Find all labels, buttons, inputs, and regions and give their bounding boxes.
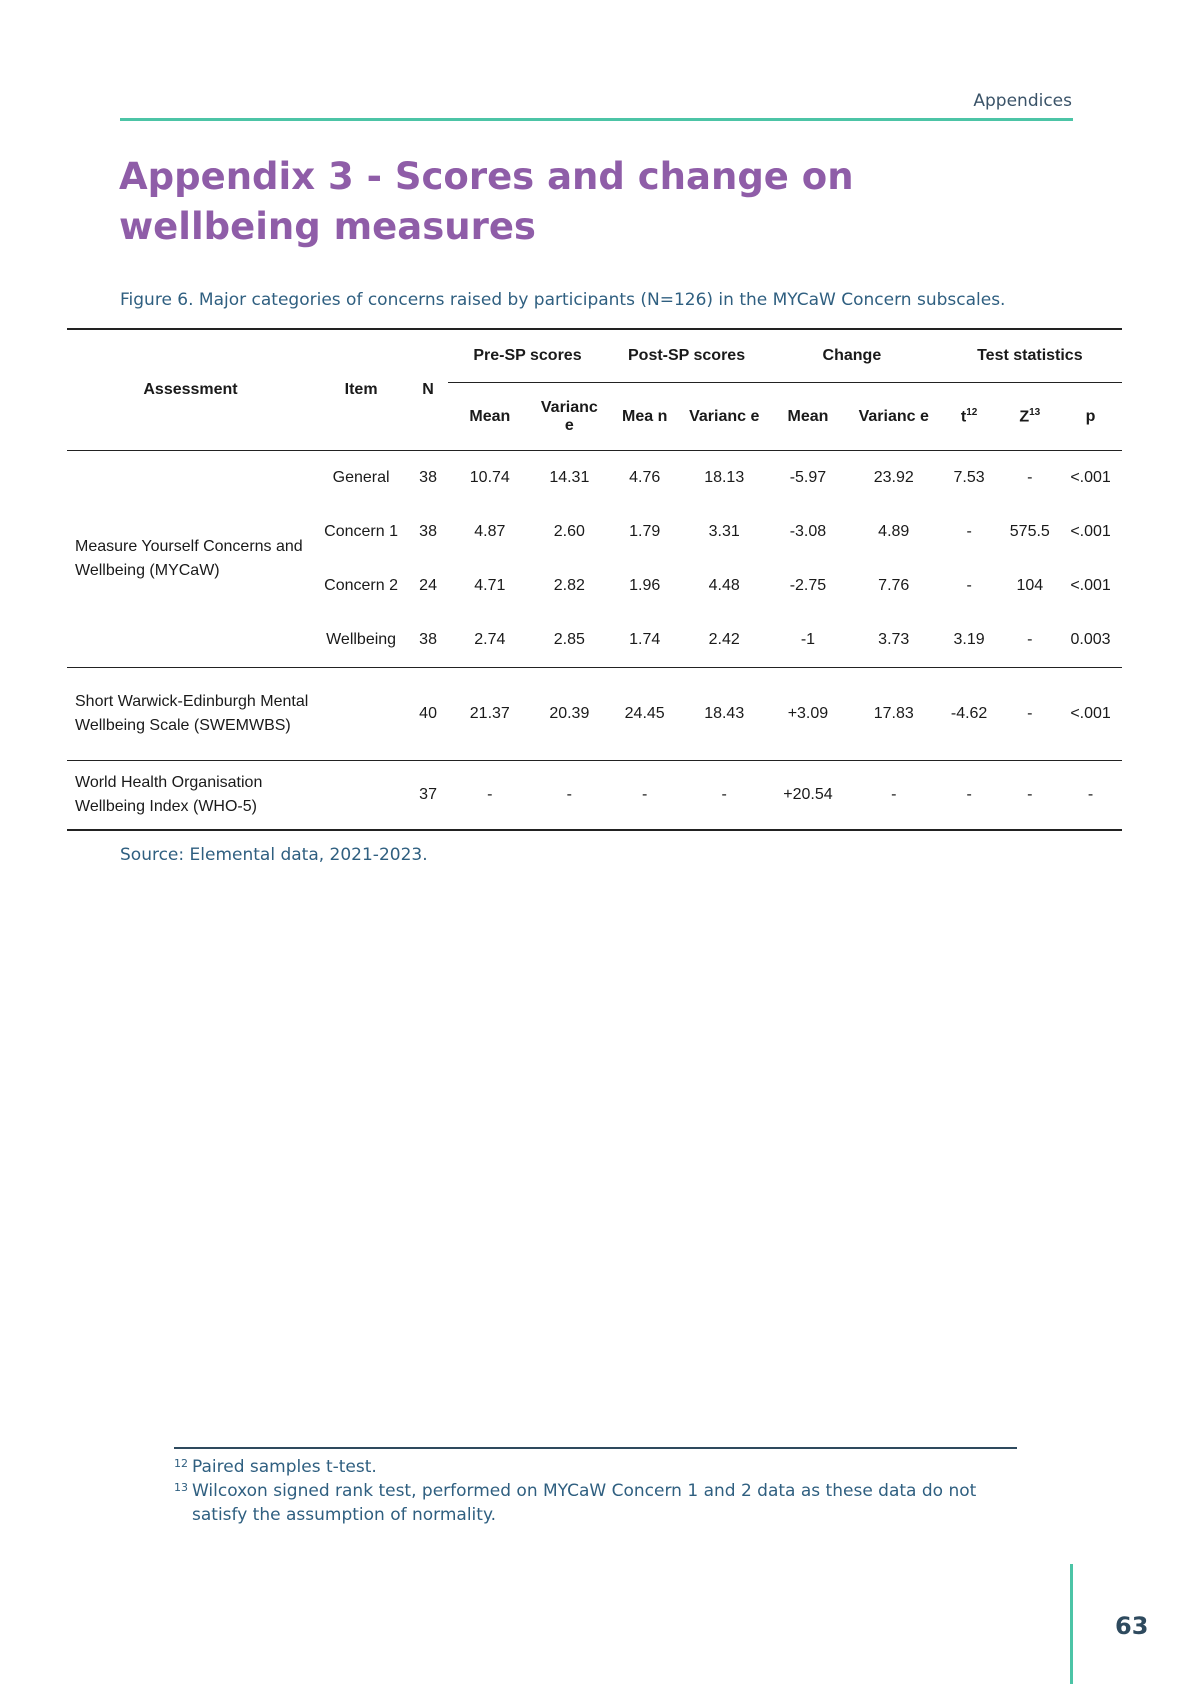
post-mean-cell: - <box>607 761 682 831</box>
post-variance-cell: - <box>682 761 766 831</box>
n-cell: 24 <box>419 577 437 594</box>
change-mean-cell: +3.09 <box>766 668 850 761</box>
post-mean-cell: 4.76 <box>629 469 661 486</box>
z-cell: - <box>1001 668 1060 761</box>
pre-variance-cell: 14.31 <box>549 469 590 486</box>
t-cell: -4.62 <box>938 668 1001 761</box>
group-header-pre: Pre-SP scores <box>448 329 607 383</box>
col-header-change-variance: Varianc e <box>850 383 938 451</box>
pre-mean-cell: 10.74 <box>469 469 510 486</box>
z-cell: - <box>1027 469 1033 486</box>
n-cell: 38 <box>419 523 437 540</box>
table-source-note: Source: Elemental data, 2021-2023. <box>120 845 428 865</box>
p-cell: <.001 <box>1070 577 1111 594</box>
item-cell <box>314 668 408 761</box>
change-mean-cell: -1 <box>800 631 816 648</box>
p-cell: <.001 <box>1070 523 1111 540</box>
change-mean-cell: -3.08 <box>789 523 827 540</box>
footnotes <box>174 1455 1034 1527</box>
n-cell: 40 <box>408 668 448 761</box>
z-cell: 104 <box>1016 577 1044 594</box>
change-variance-cell: - <box>850 761 938 831</box>
col-header-item: Item <box>314 329 408 451</box>
page-title: Appendix 3 - Scores and change on wellbeing measures <box>119 155 854 248</box>
change-variance-cell: 7.76 <box>878 577 910 594</box>
post-variance-cell: 4.48 <box>708 577 740 594</box>
table-row <box>67 761 1122 831</box>
z-cell: - <box>1001 761 1060 831</box>
footnote-rule <box>174 1447 1017 1449</box>
assessment-cell: Measure Yourself Concerns and Wellbeing (MYCaW) <box>75 538 303 579</box>
pre-variance-cell: 2.82 <box>553 577 585 594</box>
pre-variance-cell: 20.39 <box>532 668 607 761</box>
group-header-test: Test statistics <box>938 329 1122 383</box>
col-header-p: p <box>1059 383 1122 451</box>
t-cell: - <box>938 761 1001 831</box>
post-mean-cell: 1.79 <box>629 523 661 540</box>
group-header-post: Post-SP scores <box>607 329 766 383</box>
col-header-n: N <box>408 329 448 451</box>
post-mean-cell: 24.45 <box>607 668 682 761</box>
header-rule <box>120 118 1073 121</box>
p-cell: - <box>1059 761 1122 831</box>
p-cell: 0.003 <box>1070 631 1111 648</box>
col-header-change-mean: Mean <box>766 383 850 451</box>
post-variance-cell: 18.43 <box>682 668 766 761</box>
n-cell: 38 <box>419 631 437 648</box>
pre-mean-cell: 4.87 <box>474 523 506 540</box>
n-cell: 38 <box>419 469 437 486</box>
col-header-z: $Z^{13}$ <box>1001 383 1060 451</box>
running-header: Appendices <box>973 91 1072 111</box>
assessment-cell: Short Warwick-Edinburgh Mental Wellbeing Scale (SWEMWBS) <box>67 668 314 761</box>
post-mean-cell: 1.74 <box>629 631 661 648</box>
col-header-pre-variance: Varianc e <box>532 383 607 451</box>
change-mean-cell: -2.75 <box>789 577 827 594</box>
change-variance-cell: 3.73 <box>878 631 910 648</box>
col-header-post-mean: Mea n <box>607 383 682 451</box>
t-cell: - <box>966 577 972 594</box>
pre-variance-cell: 2.60 <box>553 523 585 540</box>
item-cell: Wellbeing <box>326 631 397 648</box>
page-number: 63 <box>1115 1612 1149 1640</box>
item-cell: General <box>332 469 390 486</box>
change-variance-cell: 4.89 <box>878 523 910 540</box>
t-cell: 3.19 <box>953 631 985 648</box>
post-variance-cell: 3.31 <box>708 523 740 540</box>
scores-table <box>67 328 1122 831</box>
col-header-assessment: Assessment <box>67 329 314 451</box>
t-cell: - <box>966 523 972 540</box>
table-row <box>67 451 1122 506</box>
z-cell: - <box>1027 631 1033 648</box>
assessment-cell: World Health Organisation Wellbeing Index (WHO-5) <box>67 761 314 831</box>
pre-variance-cell: 2.85 <box>553 631 585 648</box>
t-cell: 7.53 <box>953 469 985 486</box>
pre-mean-cell: - <box>448 761 532 831</box>
z-cell: 575.5 <box>1009 523 1050 540</box>
group-header-change: Change <box>766 329 938 383</box>
item-cell: Concern 1 <box>324 523 398 540</box>
post-mean-cell: 1.96 <box>629 577 661 594</box>
item-cell: Concern 2 <box>324 577 398 594</box>
table-row <box>67 668 1122 761</box>
change-variance-cell: 17.83 <box>850 668 938 761</box>
pre-variance-cell: - <box>532 761 607 831</box>
pre-mean-cell: 2.74 <box>474 631 506 648</box>
change-mean-cell: -5.97 <box>789 469 827 486</box>
change-variance-cell: 23.92 <box>873 469 914 486</box>
change-mean-cell: +20.54 <box>766 761 850 831</box>
n-cell: 37 <box>408 761 448 831</box>
footnote-text: Paired samples t-test. <box>192 1457 377 1477</box>
post-variance-cell: 18.13 <box>704 469 745 486</box>
col-header-pre-mean: Mean <box>448 383 532 451</box>
p-cell: <.001 <box>1070 469 1111 486</box>
post-variance-cell: 2.42 <box>708 631 740 648</box>
col-header-post-variance: Varianc e <box>682 383 766 451</box>
group-header-row <box>67 329 1122 383</box>
footnote-mark: 13 <box>174 1481 188 1494</box>
page-number-rule <box>1070 1564 1073 1684</box>
footnote <box>174 1455 1034 1479</box>
pre-mean-cell: 21.37 <box>448 668 532 761</box>
footnote <box>174 1479 1034 1527</box>
col-header-t: $t^{12}$ <box>938 383 1001 451</box>
p-cell: <.001 <box>1059 668 1122 761</box>
footnote-mark: 12 <box>174 1457 188 1470</box>
item-cell <box>314 761 408 831</box>
footnote-text: Wilcoxon signed rank test, performed on MYCaW Concern 1 and 2 data as these data do not satisfy the assumption of normality. <box>192 1481 977 1525</box>
pre-mean-cell: 4.71 <box>474 577 506 594</box>
figure-caption: Figure 6. Major categories of concerns raised by participants (N=126) in the MYCaW Concern subscales. <box>120 290 1006 310</box>
